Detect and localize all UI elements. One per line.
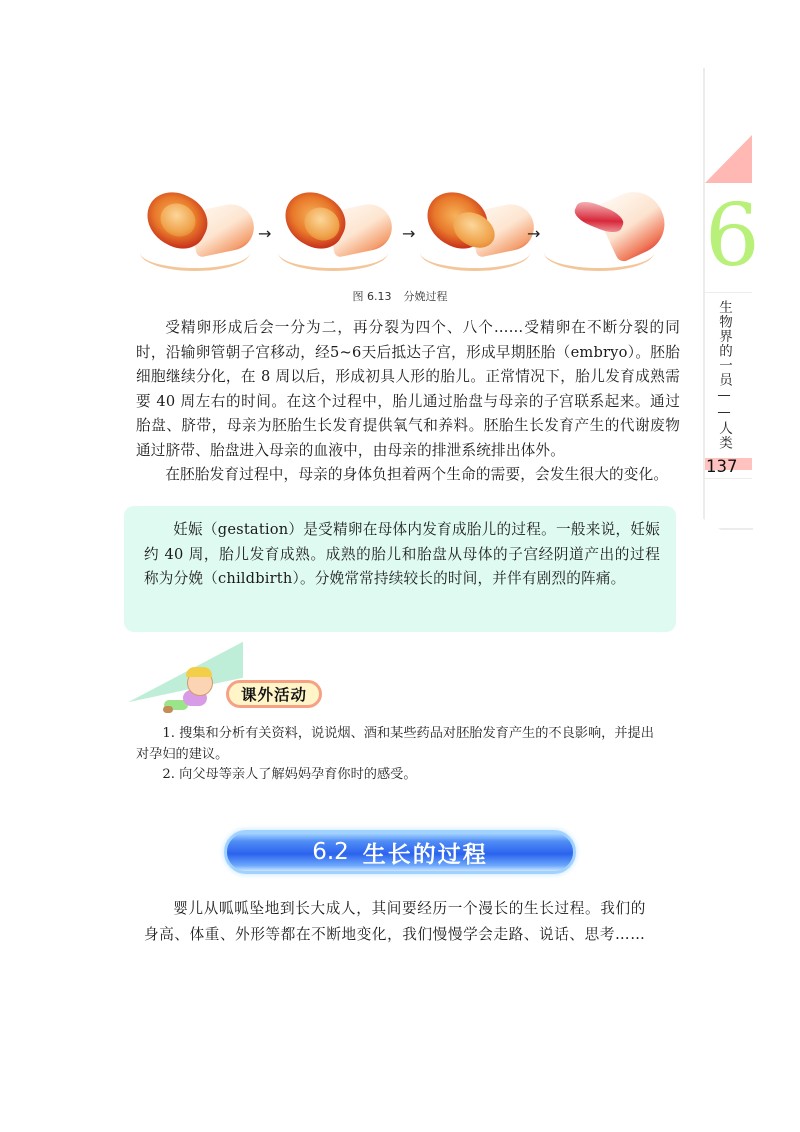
- section-title: 生长的过程: [362, 841, 488, 868]
- activity-item-2: 2. 向父母等亲人了解妈妈孕育你时的感受。: [162, 767, 417, 782]
- pelvis-curve: [420, 234, 530, 271]
- pelvis-curve: [140, 234, 250, 271]
- side-tab-corner: [703, 500, 753, 530]
- chapter-number: 6: [705, 186, 760, 286]
- pelvis-curve: [544, 234, 654, 271]
- chapter-title: 生物界的一员——人类: [716, 300, 732, 450]
- definition-box: [124, 506, 676, 632]
- side-tab-divider: [705, 292, 752, 293]
- arrow-right-icon: →: [527, 224, 541, 243]
- figure-stage-1: [140, 188, 258, 278]
- figure-stage-4: [544, 188, 662, 278]
- figure-number: 图 6.13: [352, 290, 392, 303]
- pelvis-curve: [278, 234, 388, 271]
- kid-hair-shape: [186, 667, 212, 677]
- side-tab-triangle-icon: [705, 135, 752, 183]
- arrow-right-icon: →: [258, 224, 272, 243]
- activity-item-1: 1. 搜集和分析有关资料，说说烟、酒和某些药品对胚胎发育产生的不良影响，并提出对孕妇的建议。: [136, 726, 654, 762]
- section-header: [224, 830, 576, 874]
- body-paragraph-2: 在胚胎发育过程中，母亲的身体负担着两个生命的需要，会发生很大的变化。: [165, 466, 669, 483]
- figure-stage-2: [278, 188, 396, 278]
- arrow-right-icon: →: [402, 224, 416, 243]
- body-paragraph-1: 受精卵形成后会一分为二，再分裂为四个、八个……受精卵在不断分裂的同时，沿输卵管朝子宫移动，经5~6天后抵达子宫，形成早期胚胎（embryo）。胚胎细胞继续分化，在 8 周以后，形成初具人形的胎儿。正常情况下，胎儿发育成熟需要 40 周左右的时间。在这个过程中，胎儿通过胎盘与母亲的子宫联系起来。通过胎盘、脐带，母亲为胚胎生长发育提供氧气和养料。胚胎生长发育产生的代谢废物通过脐带、胎盘进入母亲的血液中，由母亲的排泄系统排出体外。: [136, 319, 680, 459]
- activity-list: [136, 724, 664, 786]
- page-number: 137: [706, 457, 738, 476]
- kid-shoe-shape: [163, 706, 173, 713]
- section-intro: 婴儿从呱呱坠地到长大成人，其间要经历一个漫长的生长过程。我们的身高、体重、外形等都在不断地变化，我们慢慢学会走路、说话、思考……: [144, 900, 646, 943]
- activity-badge: 课外活动: [226, 680, 322, 708]
- figure-caption: [0, 288, 800, 304]
- figure-stage-3: [420, 188, 541, 278]
- childbirth-figure: [140, 188, 660, 278]
- section-number: 6.2: [312, 839, 349, 865]
- definition-text: 妊娠（gestation）是受精卵在母体内发育成胎儿的过程。一般来说，妊娠约 40 周，胎儿发育成熟。成熟的胎儿和胎盘从母体的子宫经阴道产出的过程称为分娩（childbirth）。分娩常常持续较长的时间，并伴有剧烈的阵痛。: [144, 521, 660, 588]
- figure-title: 分娩过程: [403, 290, 448, 303]
- side-tab-divider: [705, 478, 752, 479]
